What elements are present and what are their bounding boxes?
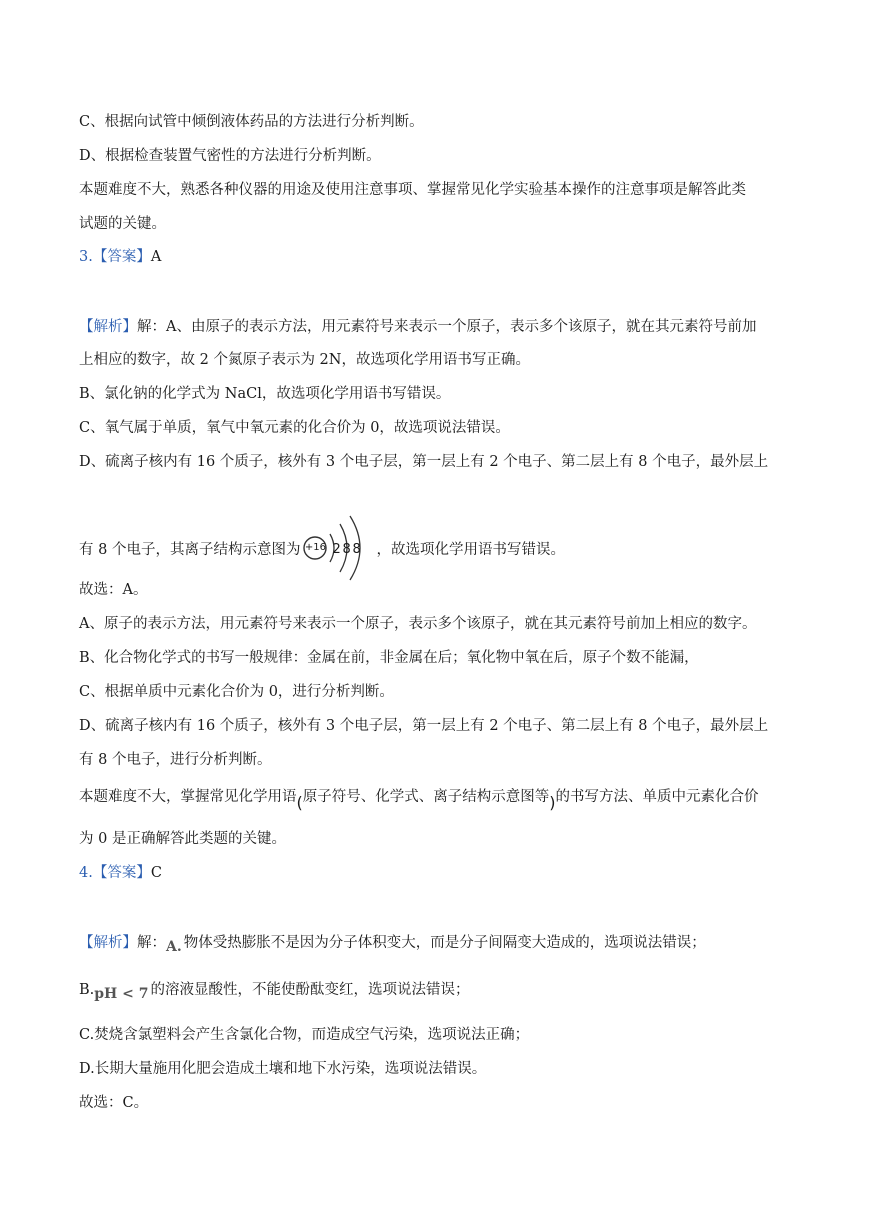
text-segment: 有 8 个电子，其离子结构示意图为 xyxy=(79,542,301,558)
ph-formula-image: pH < 7 xyxy=(94,986,149,1002)
answer-value: A xyxy=(150,249,162,265)
analysis-line xyxy=(79,317,756,337)
analysis-tag: 【解析】 xyxy=(79,935,137,951)
text-line: 本题难度不大，熟悉各种仪器的用途及使用注意事项、掌握常见化学实验基本操作的注意事项是解答此类 xyxy=(79,182,746,198)
text-line: 上相应的数字，故 2 个氮原子表示为 2N，故选项化学用语书写正确。 xyxy=(79,352,530,368)
text-line: C.焚烧含氯塑料会产生含氯化合物，而造成空气污染，选项说法正确； xyxy=(79,1027,530,1043)
analysis-tag: 【解析】 xyxy=(79,319,137,335)
electron-count: 8 xyxy=(352,542,361,557)
text-line: 试题的关键。 xyxy=(79,216,166,232)
text-line: 为 0 是正确解答此类题的关键。 xyxy=(79,831,286,847)
text-line: B、化合物化学式的书写一般规律：金属在前，非金属在后；氧化物中氧在后，原子个数不能漏， xyxy=(79,650,699,666)
electron-count: 8 xyxy=(342,542,351,557)
text-line: D、硫离子核内有 16 个质子，核外有 3 个电子层，第一层上有 2 个电子、第二层上有 8 个电子，最外层上 xyxy=(79,454,769,470)
ion-structure-diagram xyxy=(302,512,374,584)
analysis-text: 解： xyxy=(137,935,166,951)
right-paren: ) xyxy=(549,793,556,812)
text-segment: 本题难度不大，掌握常见化学用语 xyxy=(79,789,297,805)
text-line: D.长期大量施用化肥会造成土壤和地下水污染，选项说法错误。 xyxy=(79,1061,487,1077)
text-segment: B. xyxy=(79,982,95,998)
text-line: D、硫离子核内有 16 个质子，核外有 3 个电子层，第一层上有 2 个电子、第二层上有 8 个电子，最外层上 xyxy=(79,718,769,734)
text-line: 故选：A。 xyxy=(79,582,148,598)
text-segment: 的书写方法、单质中元素化合价 xyxy=(555,789,759,805)
text-segment: 的溶液显酸性，不能使酚酞变红，选项说法错误； xyxy=(150,982,470,998)
text-line: C、根据向试管中倾倒液体药品的方法进行分析判断。 xyxy=(79,114,424,130)
option-a-image-label: A. xyxy=(166,939,182,955)
text-segment: ，故选项化学用语书写错误。 xyxy=(376,542,565,558)
text-line-with-formula xyxy=(79,980,470,1000)
text-line-with-diagram xyxy=(79,514,565,586)
question-number: 3. xyxy=(79,249,93,265)
text-line: C、根据单质中元素化合价为 0，进行分析判断。 xyxy=(79,684,394,700)
answer-value: C xyxy=(150,865,162,881)
text-line-with-parens xyxy=(79,786,759,812)
answer-line-q4 xyxy=(79,863,162,883)
text-segment: 原子符号、化学式、离子结构示意图等 xyxy=(302,789,550,805)
text-line: A、原子的表示方法，用元素符号来表示一个原子，表示多个该原子，就在其元素符号前加上相应的数字。 xyxy=(79,616,757,632)
electron-count: 2 xyxy=(332,542,341,557)
text-line: 故选：C。 xyxy=(79,1095,149,1111)
analysis-text: 物体受热膨胀不是因为分子体积变大，而是分子间隔变大造成的，选项说法错误； xyxy=(183,935,706,951)
analysis-text: 解：A、由原子的表示方法，用元素符号来表示一个原子，表示多个该原子，就在其元素符号前加 xyxy=(137,319,757,335)
answer-line-q3 xyxy=(79,247,161,267)
answer-tag: 【答案】 xyxy=(92,865,151,881)
answer-tag: 【答案】 xyxy=(92,249,151,265)
text-line: 有 8 个电子，进行分析判断。 xyxy=(79,752,272,768)
text-line: C、氧气属于单质，氧气中氧元素的化合价为 0，故选项说法错误。 xyxy=(79,420,510,436)
ion-nucleus-label: +16 xyxy=(304,542,326,553)
analysis-line xyxy=(79,933,706,953)
question-number: 4. xyxy=(79,865,93,881)
left-paren: ( xyxy=(296,793,303,812)
text-line: B、氯化钠的化学式为 NaCl，故选项化学用语书写错误。 xyxy=(79,386,451,402)
text-line: D、根据检查装置气密性的方法进行分析判断。 xyxy=(79,148,381,164)
